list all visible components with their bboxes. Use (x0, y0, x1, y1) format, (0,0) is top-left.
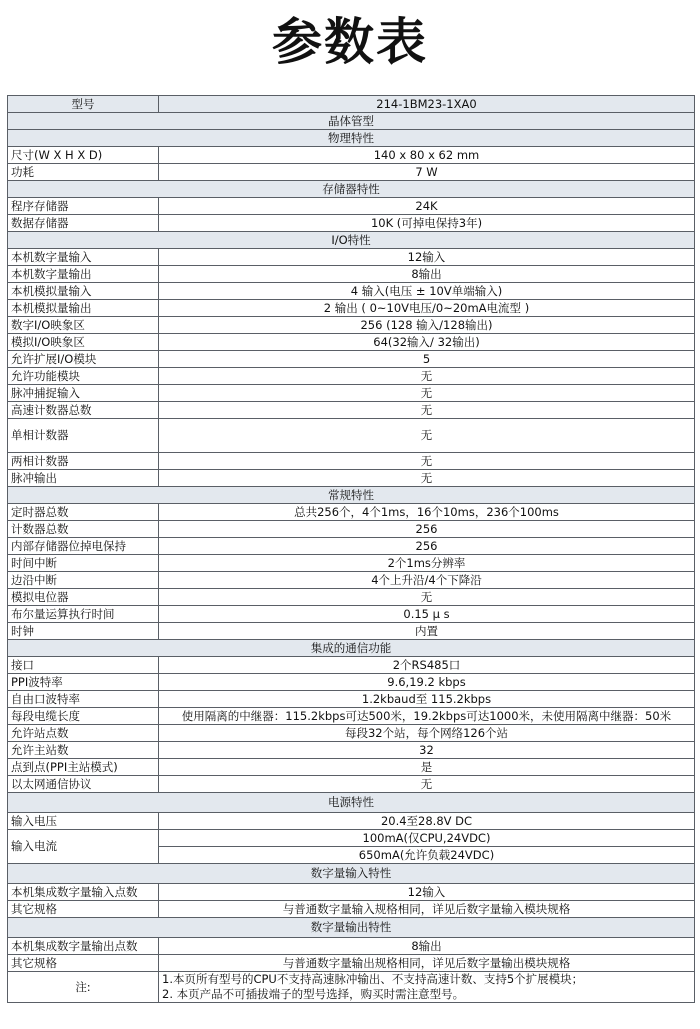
row-value: 总共256个，4个1ms，16个10ms，236个100ms (159, 504, 695, 521)
table-row (8, 813, 695, 830)
row-value: 2个RS485口 (159, 657, 695, 674)
row-value: 12输入 (159, 884, 695, 901)
table-row (8, 606, 695, 623)
section-header (8, 793, 695, 813)
row-label: 时间中断 (8, 555, 159, 572)
table-row (8, 691, 695, 708)
row-label: 点到点(PPI主站模式) (8, 759, 159, 776)
table-row (8, 504, 695, 521)
row-value: 256 (159, 538, 695, 555)
table-row (8, 249, 695, 266)
row-value: 内置 (159, 623, 695, 640)
section-header (8, 918, 695, 938)
row-label: 尺寸(W X H X D) (8, 147, 159, 164)
row-label: PPI波特率 (8, 674, 159, 691)
row-value: 5 (159, 351, 695, 368)
row-value: 无 (159, 470, 695, 487)
row-label: 本机数字量输入 (8, 249, 159, 266)
row-value: 12输入 (159, 249, 695, 266)
row-value: 使用隔离的中继器：115.2kbps可达500米，19.2kbps可达1000米，未使用隔离中继器：50米 (159, 708, 695, 725)
row-label: 时钟 (8, 623, 159, 640)
table-row (8, 317, 695, 334)
note-line-1: 1.本页所有型号的CPU不支持高速脉冲输出、不支持高速计数、支持5个扩展模块； (162, 972, 584, 986)
table-row (8, 283, 695, 300)
table-row (8, 368, 695, 385)
row-label: 边沿中断 (8, 572, 159, 589)
section-title: 存储器特性 (8, 181, 695, 198)
section-header (8, 864, 695, 884)
section-title: I/O特性 (8, 232, 695, 249)
note-line-2: 2. 本页产品不可插拔端子的型号选择，购买时需注意型号。 (162, 987, 465, 1001)
row-label: 其它规格 (8, 955, 159, 972)
row-label: 数字I/O映象区 (8, 317, 159, 334)
row-value: 650mA(允许负载24VDC) (159, 847, 695, 864)
table-row (8, 901, 695, 918)
row-label: 定时器总数 (8, 504, 159, 521)
row-value: 256 (159, 521, 695, 538)
row-value: 是 (159, 759, 695, 776)
section-title: 电源特性 (8, 793, 695, 813)
row-value: 无 (159, 368, 695, 385)
table-row (8, 521, 695, 538)
row-label: 本机模拟量输出 (8, 300, 159, 317)
table-row (8, 164, 695, 181)
table-row (8, 215, 695, 232)
row-label: 允许主站数 (8, 742, 159, 759)
row-label: 两相计数器 (8, 453, 159, 470)
row-value: 20.4至28.8V DC (159, 813, 695, 830)
row-value: 无 (159, 453, 695, 470)
row-label: 本机模拟量输入 (8, 283, 159, 300)
row-label: 本机集成数字量输入点数 (8, 884, 159, 901)
row-value: 9.6,19.2 kbps (159, 674, 695, 691)
row-value: 4 输入(电压 ± 10V单端输入) (159, 283, 695, 300)
row-label: 允许站点数 (8, 725, 159, 742)
row-label: 本机数字量输出 (8, 266, 159, 283)
row-value: 无 (159, 385, 695, 402)
section-header (8, 487, 695, 504)
row-label: 允许功能模块 (8, 368, 159, 385)
row-value: 256 (128 输入/128输出) (159, 317, 695, 334)
row-label: 模拟电位器 (8, 589, 159, 606)
table-row (8, 708, 695, 725)
table-row (8, 955, 695, 972)
row-value: 8输出 (159, 266, 695, 283)
row-value: 无 (159, 776, 695, 793)
section-header (8, 232, 695, 249)
row-value: 1.2kbaud至 115.2kbps (159, 691, 695, 708)
row-value: 10K (可掉电保持3年) (159, 215, 695, 232)
row-value: 24K (159, 198, 695, 215)
table-row (8, 830, 695, 847)
section-title: 数字量输入特性 (8, 864, 695, 884)
row-value: 2个1ms分辨率 (159, 555, 695, 572)
row-label: 输入电压 (8, 813, 159, 830)
row-value: 140 x 80 x 62 mm (159, 147, 695, 164)
row-value: 2 输出 ( 0~10V电压/0~20mA电流型 ) (159, 300, 695, 317)
section-header (8, 640, 695, 657)
row-value: 8输出 (159, 938, 695, 955)
row-label: 允许扩展I/O模块 (8, 351, 159, 368)
row-label: 功耗 (8, 164, 159, 181)
table-row (8, 759, 695, 776)
row-label: 模拟I/O映象区 (8, 334, 159, 351)
row-label: 程序存储器 (8, 198, 159, 215)
row-label: 以太网通信协议 (8, 776, 159, 793)
table-row (8, 725, 695, 742)
row-value: 32 (159, 742, 695, 759)
row-label: 本机集成数字量输出点数 (8, 938, 159, 955)
row-value: 与普通数字量输出规格相同，详见后数字量输出模块规格 (159, 955, 695, 972)
section-header (8, 113, 695, 130)
row-value: 64(32输入/ 32输出) (159, 334, 695, 351)
table-row (8, 300, 695, 317)
table-row (8, 555, 695, 572)
row-label: 内部存储器位掉电保持 (8, 538, 159, 555)
table-row (8, 623, 695, 640)
table-row (8, 538, 695, 555)
table-row (8, 453, 695, 470)
row-value: 无 (159, 589, 695, 606)
table-row (8, 266, 695, 283)
section-title: 物理特性 (8, 130, 695, 147)
row-value: 100mA(仅CPU,24VDC) (159, 830, 695, 847)
table-row (8, 419, 695, 453)
row-label: 每段电缆长度 (8, 708, 159, 725)
row-value: 每段32个站，每个网络126个站 (159, 725, 695, 742)
row-value: 214-1BM23-1XA0 (159, 96, 695, 113)
table-row (8, 674, 695, 691)
note-label: 注: (8, 972, 159, 1003)
row-label: 其它规格 (8, 901, 159, 918)
row-label: 接口 (8, 657, 159, 674)
table-row (8, 938, 695, 955)
row-label: 自由口波特率 (8, 691, 159, 708)
row-label: 单相计数器 (8, 419, 159, 453)
note-text (159, 972, 695, 1003)
section-title: 常规特性 (8, 487, 695, 504)
row-label: 数据存储器 (8, 215, 159, 232)
table-row (8, 470, 695, 487)
table-row (8, 334, 695, 351)
table-row (8, 198, 695, 215)
row-label: 脉冲输出 (8, 470, 159, 487)
table-row (8, 776, 695, 793)
table-row (8, 385, 695, 402)
row-value: 0.15 μ s (159, 606, 695, 623)
section-title: 晶体管型 (8, 113, 695, 130)
page-title: 参数表 (272, 13, 428, 71)
row-label: 高速计数器总数 (8, 402, 159, 419)
row-label: 脉冲捕捉输入 (8, 385, 159, 402)
row-value: 4个上升沿/4个下降沿 (159, 572, 695, 589)
table-row (8, 351, 695, 368)
table-row (8, 657, 695, 674)
note-row (8, 972, 695, 1003)
row-label: 型号 (8, 96, 159, 113)
table-row (8, 884, 695, 901)
table-row (8, 402, 695, 419)
row-label: 输入电流 (8, 830, 159, 864)
section-header (8, 130, 695, 147)
row-label: 计数器总数 (8, 521, 159, 538)
table-row (8, 572, 695, 589)
row-value: 与普通数字量输入规格相同，详见后数字量输入模块规格 (159, 901, 695, 918)
section-title: 数字量输出特性 (8, 918, 695, 938)
table-row (8, 589, 695, 606)
row-value: 7 W (159, 164, 695, 181)
row-value: 无 (159, 402, 695, 419)
row-label: 布尔量运算执行时间 (8, 606, 159, 623)
row-value: 无 (159, 419, 695, 453)
table-row (8, 96, 695, 113)
section-header (8, 181, 695, 198)
spec-table (7, 95, 695, 1003)
table-row (8, 147, 695, 164)
section-title: 集成的通信功能 (8, 640, 695, 657)
table-row (8, 742, 695, 759)
